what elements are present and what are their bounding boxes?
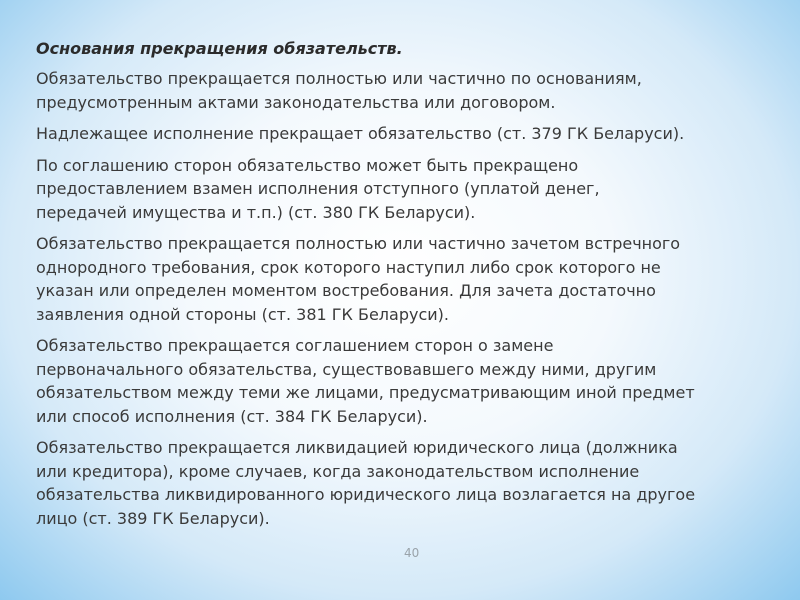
slide-content [36,38,776,538]
paragraph-6: Обязательство прекращается ликвидацией юридического лица (должника или кредитора), кроме случаев, когда законодательством исполнение обязательства ликвидированного юридического лица возлагается на другое лицо (ст. 389 ГК Беларуси). [36,438,696,528]
paragraph-5: Обязательство прекращается соглашением сторон о замене первоначального обязательства, существовавшего между ними, другим обязательством между теми же лицами, предусматривающим иной предмет или способ исполнения (ст. 384 ГК Беларуси). [36,336,695,426]
paragraph-4: Обязательство прекращается полностью или частично зачетом встречного однородного требования, срок которого наступил либо срок которого не указан или определен моментом востребования. Для зачета достаточно заявления одной стороны (ст. 381 ГК Беларуси). [36,234,681,324]
paragraph-3: По соглашению сторон обязательство может быть прекращено предоставлением взамен исполнения отступного (уплатой денег, передачей имущества и т.п.) (ст. 380 ГК Беларуси). [36,155,600,222]
paragraph-2: Надлежащее исполнение прекращает обязательство (ст. 379 ГК Беларуси). [36,124,685,143]
slide-title: Основания прекращения обязательств. [36,39,403,58]
paragraph-1: Обязательство прекращается полностью или частично по основаниям, предусмотренным актами законодательства или договором. [36,69,642,112]
page-number: 40 [404,546,420,560]
